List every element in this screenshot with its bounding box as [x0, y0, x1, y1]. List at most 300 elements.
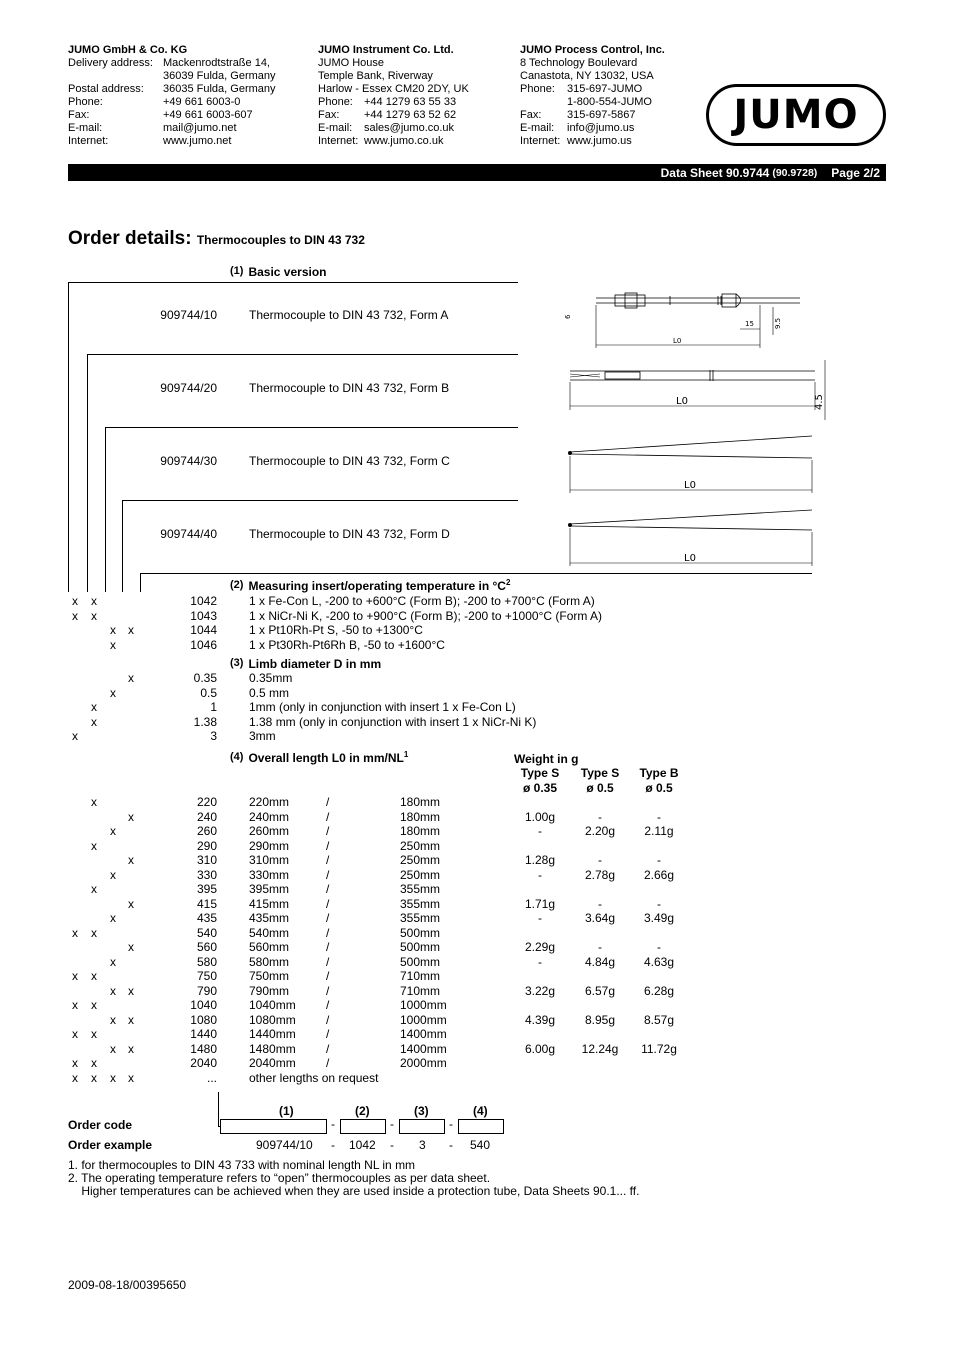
basic-desc: Thermocouple to DIN 43 732, Form C	[249, 454, 450, 468]
page-number: Page 2/2	[831, 165, 880, 180]
length-code: 220	[196, 795, 217, 809]
address-value: 8 Technology Boulevard	[520, 57, 638, 69]
option-mark: x	[128, 983, 134, 998]
section-number: (4)	[230, 751, 244, 763]
address-line	[318, 57, 508, 70]
weight-value: 4.84g	[584, 954, 616, 969]
address-key: E-mail:	[520, 122, 555, 134]
weight-col-type: Type S	[580, 766, 620, 780]
address-value[interactable]: info@jumo.us	[567, 122, 635, 134]
section-number: (3)	[230, 657, 244, 669]
order-dash: -	[449, 1138, 453, 1152]
length-nl: 180mm	[400, 824, 441, 838]
weight-value: -	[598, 896, 602, 911]
option-mark: x	[128, 671, 134, 685]
option-mark: x	[110, 1041, 116, 1056]
address-line	[520, 122, 690, 135]
length-separator: /	[326, 809, 330, 824]
tree-line-b-top	[87, 354, 518, 355]
length-nl: 1400mm	[400, 1041, 447, 1056]
weight-value: 1.71g	[524, 896, 556, 911]
order-example-1: 909744/10	[256, 1138, 313, 1152]
weight-value: 1.00g	[524, 809, 556, 824]
section-overall-length	[230, 750, 408, 765]
section-limb-diameter	[230, 657, 381, 671]
weight-value: -	[538, 911, 542, 925]
length-code: 790	[196, 983, 217, 998]
option-mark: x	[91, 608, 97, 623]
option-mark: x	[110, 824, 116, 838]
option-mark: x	[91, 998, 97, 1012]
diameter-desc: 1mm (only in conjunction with insert 1 x Fe-Con L)	[249, 700, 516, 714]
insert-code: 1042	[190, 594, 217, 608]
weight-col-type: Type B	[639, 766, 679, 780]
tree-line-d-top	[122, 500, 518, 501]
address-key: E-mail:	[68, 122, 103, 134]
address-line	[318, 96, 508, 109]
weight-value: -	[598, 809, 602, 824]
option-mark: x	[128, 1012, 134, 1027]
length-l0: 1080mm	[249, 1012, 296, 1027]
length-separator: /	[326, 795, 330, 809]
length-l0: 310mm	[249, 853, 290, 867]
tree-line-a-vertical	[68, 282, 69, 592]
dim-l0: L0	[673, 337, 682, 345]
address-value: Harlow - Essex CM20 2DY, UK	[318, 83, 469, 95]
weight-value: -	[538, 954, 542, 969]
diameter-code: 0.35	[193, 671, 217, 685]
basic-desc: Thermocouple to DIN 43 732, Form A	[249, 308, 449, 322]
address-key	[68, 70, 163, 83]
footnote-1: 1. for thermocouples to DIN 43 733 with nominal length NL in mm	[68, 1158, 416, 1172]
diameter-code: 3	[210, 729, 217, 743]
address-line	[68, 135, 298, 148]
basic-code: 909744/30	[160, 454, 217, 468]
option-mark: x	[72, 925, 78, 940]
address-line	[68, 83, 298, 96]
header-bar	[68, 164, 886, 181]
length-l0: 2040mm	[249, 1056, 296, 1070]
option-mark: x	[128, 623, 134, 637]
insert-desc: 1 x Fe-Con L, -200 to +600°C (Form B); -200 to +700°C (Form A)	[249, 594, 595, 608]
length-l0: 790mm	[249, 983, 290, 998]
length-l0: 750mm	[249, 969, 290, 983]
weight-value: -	[657, 896, 661, 911]
footnote-2-cont: Higher temperatures can be achieved when they are used inside a protection tube, Data Sheets 90.1... ff.	[68, 1184, 640, 1198]
length-nl: 1000mm	[400, 1012, 447, 1027]
weight-value: -	[657, 853, 661, 867]
basic-desc: Thermocouple to DIN 43 732, Form D	[249, 527, 450, 541]
option-mark: x	[72, 998, 78, 1012]
address-value[interactable]: www.jumo.us	[567, 135, 632, 147]
weight-value: -	[657, 940, 661, 954]
diameter-desc: 3mm	[249, 729, 276, 743]
option-mark: x	[128, 940, 134, 954]
weight-value: -	[598, 940, 602, 954]
length-nl: 710mm	[400, 969, 441, 983]
address-value[interactable]: www.jumo.net	[163, 135, 232, 147]
order-dash: -	[449, 1117, 453, 1131]
company-name: JUMO Instrument Co. Ltd.	[318, 44, 454, 56]
footnote-2: 2. The operating temperature refers to “open” thermocouples as per data sheet.	[68, 1171, 491, 1185]
length-nl: 710mm	[400, 983, 441, 998]
length-separator: /	[326, 969, 330, 983]
address-line	[318, 122, 508, 135]
length-separator: /	[326, 1041, 330, 1056]
option-mark: x	[72, 1070, 78, 1085]
footnote-ref: 2	[505, 578, 511, 587]
length-l0: 220mm	[249, 795, 290, 809]
order-col-1: (1)	[279, 1104, 294, 1118]
length-l0: 290mm	[249, 838, 290, 853]
length-code: 580	[196, 954, 217, 969]
section-label: Limb diameter D in mm	[248, 657, 382, 671]
address-value: Mackenrodtstraße 14,	[163, 57, 270, 69]
length-l0: 435mm	[249, 911, 290, 925]
basic-desc: Thermocouple to DIN 43 732, Form B	[249, 381, 450, 395]
option-mark: x	[110, 911, 116, 925]
insert-desc: 1 x Pt10Rh-Pt S, -50 to +1300°C	[249, 623, 423, 637]
address-key: E-mail:	[318, 122, 353, 134]
weight-col-diameter: ø 0.35	[522, 781, 558, 795]
drawing-form-b	[560, 360, 840, 422]
option-mark: x	[72, 729, 78, 743]
address-line	[318, 109, 508, 122]
order-example-2: 1042	[349, 1138, 376, 1152]
length-separator: /	[326, 896, 330, 911]
length-nl: 250mm	[400, 853, 441, 867]
section-label: Overall length L0 in mm/NL	[248, 751, 404, 765]
order-col-2: (2)	[355, 1104, 370, 1118]
weight-value: 12.24g	[581, 1041, 619, 1056]
address-key: Internet:	[68, 135, 109, 147]
option-mark: x	[91, 838, 97, 853]
diameter-code: 0.5	[200, 685, 217, 700]
length-separator: /	[326, 824, 330, 838]
weight-value: -	[538, 824, 542, 838]
length-code: 1440	[190, 1027, 217, 1041]
address-key: Phone:	[318, 96, 353, 108]
weight-value: 11.72g	[641, 1041, 677, 1056]
length-code: 415	[196, 896, 217, 911]
order-dash: -	[390, 1117, 394, 1131]
address-line	[520, 83, 690, 96]
length-separator: /	[326, 954, 330, 969]
length-separator: /	[326, 1027, 330, 1041]
length-code: 2040	[190, 1056, 217, 1070]
address-line	[318, 70, 508, 83]
drawing-form-d	[560, 505, 820, 567]
weight-col-type-b-05	[629, 766, 689, 796]
section-label: Basic version	[248, 265, 327, 279]
order-bracket-vertical	[218, 1092, 219, 1126]
order-box-3[interactable]	[399, 1119, 445, 1134]
diameter-desc: 0.35mm	[249, 671, 293, 685]
company-name: JUMO Process Control, Inc.	[520, 44, 665, 56]
weight-col-diameter: ø 0.5	[645, 781, 673, 795]
option-mark: x	[72, 1027, 78, 1041]
length-l0: 560mm	[249, 940, 290, 954]
address-line	[68, 70, 298, 83]
option-mark: x	[110, 954, 116, 969]
weight-value: 1.28g	[524, 853, 556, 867]
diameter-code: 1.38	[193, 714, 217, 729]
address-value: 36039 Fulda, Germany	[163, 70, 276, 82]
length-code: 1040	[190, 998, 217, 1012]
option-mark: x	[110, 1012, 116, 1027]
weight-value: 6.57g	[584, 983, 616, 998]
length-nl: 500mm	[400, 954, 441, 969]
section-basic-version	[230, 265, 327, 279]
order-box-2[interactable]	[340, 1119, 386, 1134]
option-mark: x	[91, 925, 97, 940]
dim-9-5: 9.5	[774, 317, 782, 329]
length-l0: 415mm	[249, 896, 290, 911]
address-value: 1-800-554-JUMO	[567, 96, 652, 108]
option-mark: x	[128, 1041, 134, 1056]
address-line	[520, 135, 690, 148]
option-mark: x	[128, 809, 134, 824]
length-l0: 1040mm	[249, 998, 296, 1012]
company-name: JUMO GmbH & Co. KG	[68, 44, 188, 56]
address-line	[318, 135, 508, 148]
tree-line-d-vertical	[122, 500, 123, 592]
weight-value: 6.28g	[643, 983, 675, 998]
address-block-usa	[520, 44, 690, 148]
weight-col-type-s-05	[570, 766, 630, 796]
length-nl: 2000mm	[400, 1056, 447, 1070]
length-nl: 250mm	[400, 867, 441, 882]
length-separator: /	[326, 882, 330, 896]
length-nl: 355mm	[400, 882, 441, 896]
address-key	[520, 96, 567, 109]
option-mark: x	[72, 608, 78, 623]
order-dash: -	[331, 1117, 335, 1131]
option-mark: x	[128, 896, 134, 911]
order-dash: -	[390, 1138, 394, 1152]
address-line	[68, 96, 298, 109]
order-example-label: Order example	[68, 1138, 153, 1152]
length-separator: /	[326, 998, 330, 1012]
address-line	[520, 109, 690, 122]
length-code: 260	[196, 824, 217, 838]
dim-6: 6	[564, 314, 572, 319]
address-value[interactable]: mail@jumo.net	[163, 122, 237, 134]
length-code: 240	[196, 809, 217, 824]
length-code: 330	[196, 867, 217, 882]
address-key: Internet:	[520, 135, 561, 147]
length-code: 435	[196, 911, 217, 925]
address-line	[68, 122, 298, 135]
weight-value: 2.11g	[644, 824, 674, 838]
weight-value: -	[657, 809, 661, 824]
length-code: 1480	[190, 1041, 217, 1056]
address-value: +44 1279 63 55 33	[364, 96, 457, 108]
address-value: +49 661 6003-607	[163, 109, 253, 121]
length-code: 540	[196, 925, 217, 940]
weight-value: -	[598, 853, 602, 867]
order-example-3: 3	[419, 1138, 426, 1152]
option-mark: x	[91, 795, 97, 809]
address-value: 315-697-JUMO	[567, 83, 643, 95]
insert-code: 1046	[190, 637, 217, 652]
document-id: 2009-08-18/00395650	[68, 1278, 187, 1292]
address-value: +44 1279 63 52 62	[364, 109, 457, 121]
length-separator: /	[326, 1056, 330, 1070]
order-box-4[interactable]	[458, 1119, 504, 1134]
address-block-germany	[68, 44, 298, 148]
address-key: Phone:	[520, 83, 555, 95]
drawing-form-c	[560, 432, 820, 494]
datasheet-alt-number: (90.9728)	[772, 166, 818, 179]
dim-l0: L0	[676, 396, 688, 407]
basic-code: 909744/10	[160, 308, 217, 322]
address-key: Phone:	[68, 96, 103, 108]
insert-code: 1043	[190, 608, 217, 623]
address-value[interactable]: sales@jumo.co.uk	[364, 122, 455, 134]
address-key: Delivery address:	[68, 57, 153, 69]
length-l0: 1440mm	[249, 1027, 296, 1041]
order-box-1[interactable]	[220, 1119, 327, 1134]
option-mark: x	[72, 594, 78, 608]
order-example-4: 540	[470, 1138, 491, 1152]
tree-line-a-top	[68, 282, 518, 283]
weight-value: 3.22g	[524, 983, 556, 998]
weight-value: 3.64g	[584, 911, 616, 925]
dim-4-5: 4.5	[814, 394, 825, 410]
length-code: 1080	[190, 1012, 217, 1027]
weight-value: 2.78g	[584, 867, 616, 882]
option-mark: x	[91, 882, 97, 896]
address-key: Fax:	[318, 109, 340, 121]
order-code-label: Order code	[68, 1118, 133, 1132]
address-key: Internet:	[318, 135, 359, 147]
page-title	[68, 228, 365, 250]
length-separator: /	[326, 1012, 330, 1027]
length-l0: other lengths on request	[249, 1070, 379, 1085]
option-mark: x	[91, 594, 97, 608]
basic-code: 909744/20	[160, 381, 217, 395]
option-mark: x	[128, 853, 134, 867]
length-code: 560	[196, 940, 217, 954]
diameter-desc: 1.38 mm (only in conjunction with insert 1 x NiCr-Ni K)	[249, 714, 537, 729]
order-col-3: (3)	[414, 1104, 429, 1118]
option-mark: x	[128, 1070, 134, 1085]
length-l0: 395mm	[249, 882, 290, 896]
section-measuring-insert	[230, 578, 510, 593]
option-mark: x	[91, 1056, 97, 1070]
length-code: ...	[206, 1070, 217, 1085]
basic-code: 909744/40	[160, 527, 217, 541]
tree-line-options-top	[140, 573, 812, 574]
address-key: Fax:	[520, 109, 542, 121]
weight-value: 8.57g	[643, 1012, 675, 1027]
weight-value: 6.00g	[524, 1041, 556, 1056]
address-key: Fax:	[68, 109, 90, 121]
option-mark: x	[91, 969, 97, 983]
address-line	[68, 57, 298, 70]
length-nl: 180mm	[400, 795, 441, 809]
weight-col-type-s-035	[510, 766, 570, 796]
option-mark: x	[72, 1056, 78, 1070]
address-value: Temple Bank, Riverway	[318, 70, 433, 82]
length-separator: /	[326, 925, 330, 940]
length-nl: 180mm	[400, 809, 441, 824]
order-col-4: (4)	[473, 1104, 488, 1118]
length-code: 395	[196, 882, 217, 896]
dim-l0: L0	[684, 480, 696, 491]
length-separator: /	[326, 838, 330, 853]
length-separator: /	[326, 911, 330, 925]
address-line	[520, 96, 690, 109]
section-label: Measuring insert/operating temperature in °C	[248, 579, 506, 593]
weight-value: 4.39g	[524, 1012, 556, 1027]
option-mark: x	[110, 685, 116, 700]
address-value: 315-697-5867	[567, 109, 636, 121]
option-mark: x	[110, 867, 116, 882]
length-code: 750	[196, 969, 217, 983]
length-nl: 500mm	[400, 925, 441, 940]
tree-line-c-vertical	[105, 427, 106, 592]
option-mark: x	[91, 714, 97, 729]
weight-value: 2.20g	[584, 824, 616, 838]
weight-value: 2.29g	[524, 940, 556, 954]
length-nl: 355mm	[400, 896, 441, 911]
dim-15: 15	[745, 320, 754, 328]
weight-value: 4.63g	[643, 954, 675, 969]
jumo-logo: JUMO	[706, 84, 886, 146]
length-code: 290	[196, 838, 217, 853]
address-value: Canastota, NY 13032, USA	[520, 70, 654, 82]
option-mark: x	[110, 623, 116, 637]
weight-header-title: Weight in g	[514, 752, 579, 766]
length-l0: 240mm	[249, 809, 290, 824]
insert-desc: 1 x NiCr-Ni K, -200 to +900°C (Form B); -200 to +1000°C (Form A)	[249, 608, 603, 623]
address-line	[520, 57, 690, 70]
drawing-form-a	[560, 285, 840, 350]
option-mark: x	[110, 983, 116, 998]
insert-code: 1044	[190, 623, 217, 637]
address-value: +49 661 6003-0	[163, 96, 241, 108]
title-main: Order details:	[68, 228, 192, 249]
weight-col-diameter: ø 0.5	[586, 781, 614, 795]
address-key: Postal address:	[68, 83, 144, 95]
dim-l0: L0	[684, 553, 696, 564]
tree-line-c-top	[105, 427, 518, 428]
option-mark: x	[91, 700, 97, 714]
order-dash: -	[331, 1138, 335, 1152]
length-nl: 355mm	[400, 911, 441, 925]
tree-line-b-vertical	[87, 354, 88, 592]
address-value[interactable]: www.jumo.co.uk	[364, 135, 444, 147]
address-value: 36035 Fulda, Germany	[163, 83, 276, 95]
address-block-uk	[318, 44, 508, 148]
datasheet-label: Data Sheet 90.9744	[660, 165, 770, 180]
length-separator: /	[326, 983, 330, 998]
option-mark: x	[72, 969, 78, 983]
length-l0: 540mm	[249, 925, 290, 940]
weight-value: 3.49g	[643, 911, 675, 925]
section-number: (2)	[230, 579, 244, 591]
option-mark: x	[91, 1027, 97, 1041]
length-code: 310	[196, 853, 217, 867]
length-l0: 330mm	[249, 867, 290, 882]
length-nl: 1400mm	[400, 1027, 447, 1041]
length-nl: 250mm	[400, 838, 441, 853]
length-l0: 1480mm	[249, 1041, 296, 1056]
weight-value: 2.66g	[643, 867, 675, 882]
diameter-desc: 0.5 mm	[249, 685, 290, 700]
